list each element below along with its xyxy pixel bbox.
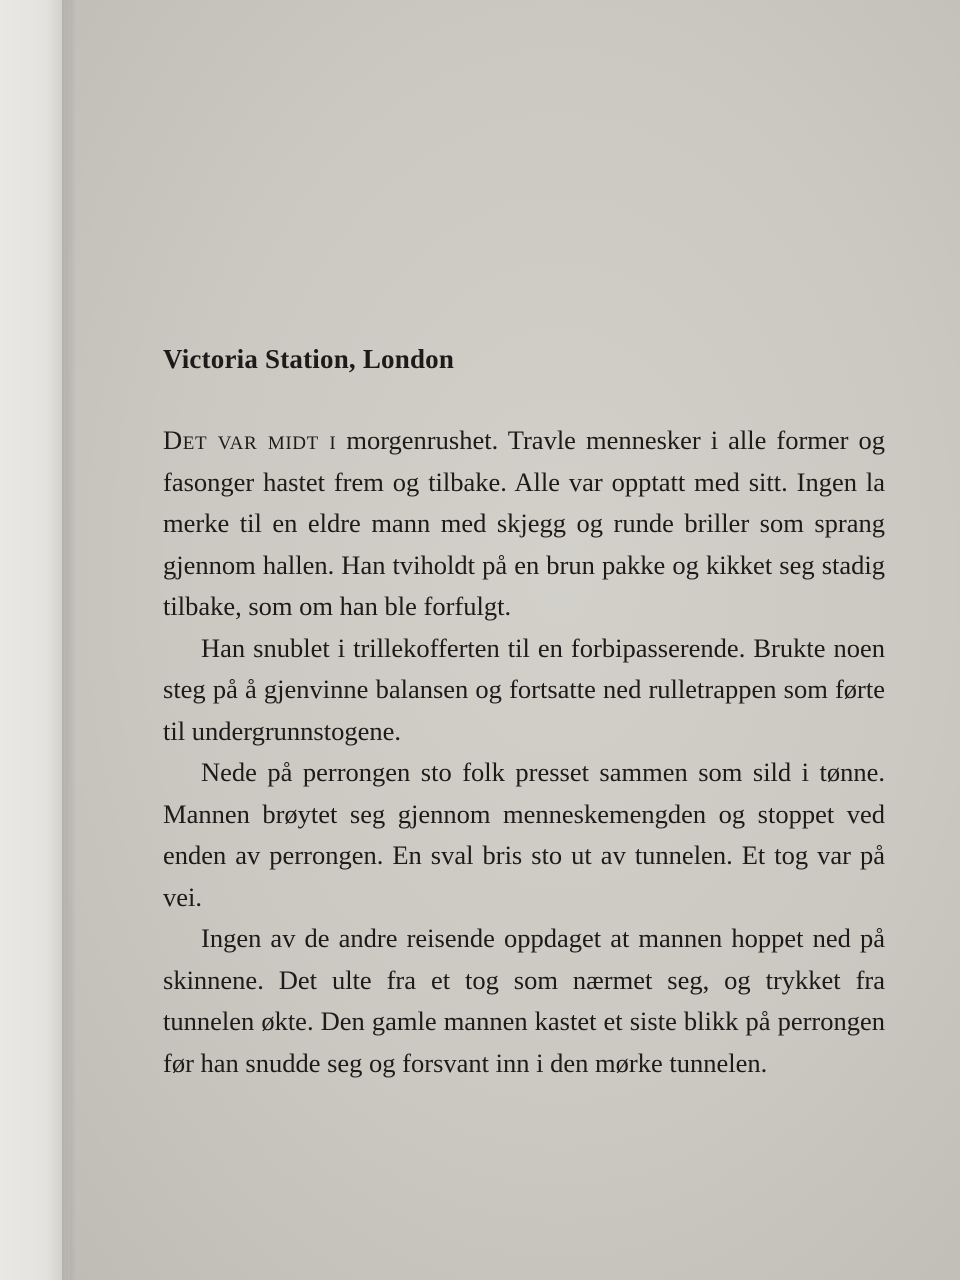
paragraph-1-text: morgenrushet. Travle mennesker i alle former og fasonger hastet frem og tilbake. Alle var opptatt med sitt. Ingen la merke til en eldre mann med skjegg og runde briller som sprang gjennom hallen. Han tviholdt på en brun pakke og kikket seg stadig tilbake, som om han ble forfulgt. xyxy=(163,425,885,621)
opening-small-caps: Det var midt i xyxy=(163,425,337,455)
paragraph-2: Han snublet i trillekofferten til en forbipasserende. Brukte noen steg på å gjenvinne balansen og fortsatte ned rulletrappen som førte til undergrunnstogene. xyxy=(163,632,885,746)
page-gutter-shadow xyxy=(62,0,76,1280)
page-text-block xyxy=(163,340,885,1084)
facing-page-edge xyxy=(0,0,66,1280)
paragraph-1 xyxy=(163,420,885,628)
chapter-heading: Victoria Station, London xyxy=(163,344,455,374)
paragraph-3: Nede på perrongen sto folk presset sammen som sild i tønne. Mannen brøytet seg gjennom menneskemengden og stoppet ved enden av perrongen. En sval bris sto ut av tunnelen. Et tog var på vei. xyxy=(163,757,885,912)
paragraph-4: Ingen av de andre reisende oppdaget at mannen hoppet ned på skinnene. Det ulte fra et tog som nærmet seg, og trykket fra tunnelen økte. Den gamle mannen kastet et siste blikk på perrongen før han snudde seg og forsvant inn i den mørke tunnelen. xyxy=(163,923,885,1078)
